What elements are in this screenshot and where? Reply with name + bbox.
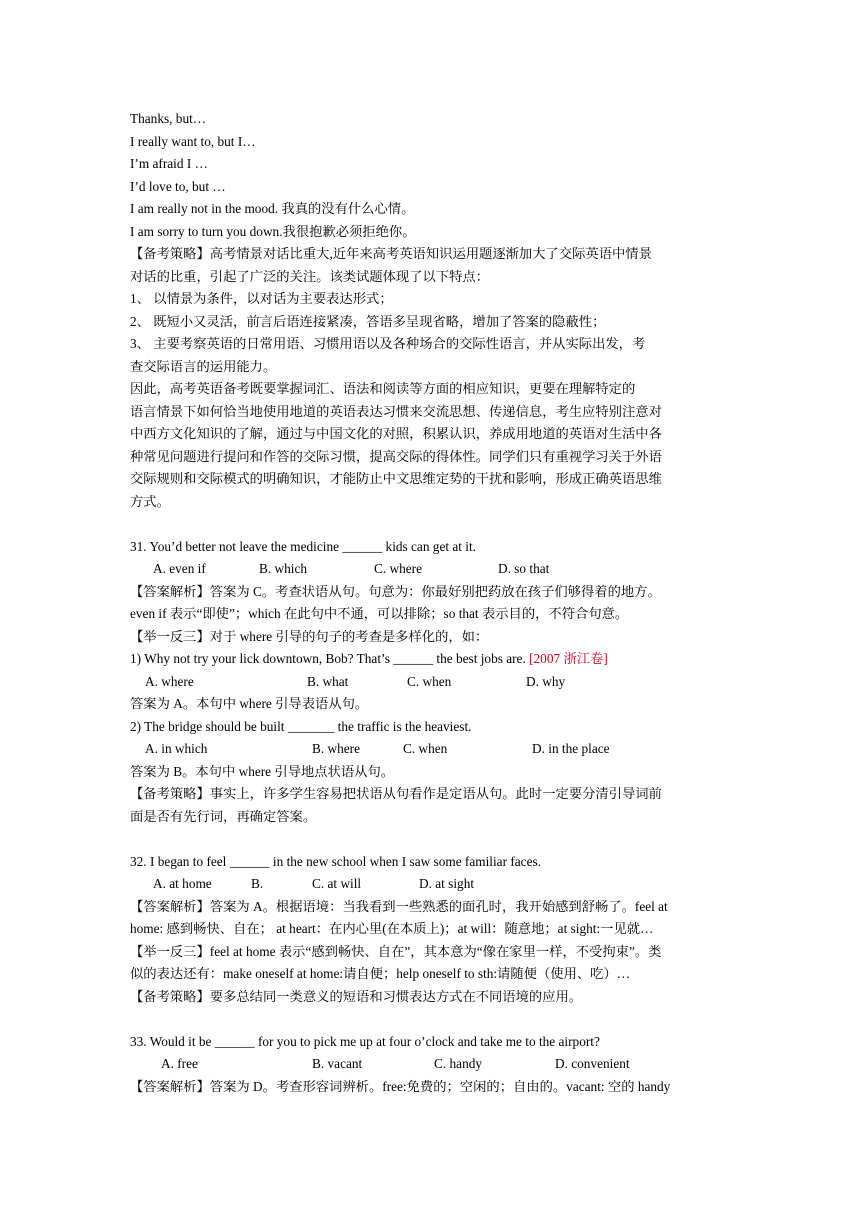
question-32-stem: 32. I began to feel ______ in the new school when I saw some familiar faces. — [130, 854, 541, 869]
q31-sub2-option-b: B. where — [312, 741, 360, 756]
q31-analysis-line: even if 表示“即使”；which 在此句中不通，可以排除；so that 表示目的，不符合句意。 — [130, 606, 629, 621]
q32-analysis-line: 【答案解析】答案为 A。根据语境：当我看到一些熟悉的面孔时，我开始感到舒畅了。feel at — [130, 899, 668, 914]
q31-sub1-option-b: B. what — [307, 674, 349, 689]
q31-option-d: D. so that — [498, 561, 550, 576]
q33-analysis-line: 【答案解析】答案为 D。考查形容词辨析。free:免费的；空闲的；自由的。vacant: 空的 handy — [130, 1079, 671, 1094]
q31-sub2-stem: 2) The bridge should be built _______ the traffic is the heaviest. — [130, 719, 472, 734]
q32-option-d: D. at sight — [419, 876, 475, 891]
strategy-point: 3、 主要考察英语的日常用语、习惯用语以及各种场合的交际性语言，并从实际出发，考 — [130, 336, 646, 351]
expression-line: I really want to, but I… — [130, 134, 256, 149]
q31-sub1-answer: 答案为 A。本句中 where 引导表语从句。 — [130, 696, 369, 711]
expression-line: I’m afraid I … — [130, 156, 208, 171]
expression-line: I am really not in the mood. 我真的没有什么心情。 — [130, 201, 415, 216]
q33-option-c: C. handy — [434, 1056, 483, 1071]
q31-sub1-source: [2007 浙江卷] — [529, 651, 608, 666]
q31-sub2-option-d: D. in the place — [532, 741, 610, 756]
q33-option-b: B. vacant — [312, 1056, 363, 1071]
question-31-stem: 31. You’d better not leave the medicine ______ kids can get at it. — [130, 539, 477, 554]
q32-extend-line: 【举一反三】feel at home 表示“感到畅快、自在”，其本意为“像在家里一样，不受拘束”。类 — [130, 944, 662, 959]
q31-sub1-option-c: C. when — [407, 674, 452, 689]
q32-strategy-line: 【备考策略】要多总结同一类意义的短语和习惯表达方式在不同语境的应用。 — [130, 989, 583, 1004]
q31-sub1-stem — [130, 648, 730, 670]
q31-sub1-option-a: A. where — [145, 674, 194, 689]
question-33-stem: 33. Would it be ______ for you to pick me up at four o’clock and take me to the airport? — [130, 1034, 600, 1049]
q31-strategy-line: 【备考策略】事实上，许多学生容易把状语从句看作是定语从句。此时一定要分清引导词前 — [130, 786, 662, 801]
strategy-paragraph-line: 中西方文化知识的了解，通过与中国文化的对照，积累认识，养成用地道的英语对生活中各 — [130, 426, 662, 441]
strategy-line: 对话的比重，引起了广泛的关注。该类试题体现了以下特点： — [130, 269, 490, 284]
strategy-paragraph-line: 语言情景下如何恰当地使用地道的英语表达习惯来交流思想、传递信息，考生应特别注意对 — [130, 404, 662, 419]
q31-option-b: B. which — [259, 561, 308, 576]
q32-option-c: C. at will — [312, 876, 362, 891]
q31-sub1-option-d: D. why — [526, 674, 566, 689]
q31-option-a: A. even if — [153, 561, 206, 576]
strategy-paragraph-line: 交际规则和交际模式的明确知识，才能防止中文思维定势的干扰和影响，形成正确英语思维 — [130, 471, 662, 486]
q33-option-d: D. convenient — [555, 1056, 630, 1071]
q31-analysis-line: 【答案解析】答案为 C。考查状语从句。句意为：你最好别把药放在孩子们够得着的地方。 — [130, 584, 661, 599]
q31-sub2-answer: 答案为 B。本句中 where 引导地点状语从句。 — [130, 764, 395, 779]
strategy-paragraph-line: 方式。 — [130, 494, 170, 509]
q33-option-a: A. free — [161, 1056, 198, 1071]
q31-extend-title: 【举一反三】对于 where 引导的句子的考查是多样化的，如： — [130, 629, 489, 644]
q32-analysis-line: home: 感到畅快、自在； at heart：在内心里(在本质上)；at will：随意地；at sight:一见就… — [130, 921, 654, 936]
q31-option-c: C. where — [374, 561, 422, 576]
q32-option-a: A. at home — [153, 876, 212, 891]
q32-option-b: B. — [251, 876, 264, 891]
q32-extend-line: 似的表达还有：make oneself at home:请自便；help oneself to sth:请随便（使用、吃）… — [130, 966, 631, 981]
q31-strategy-line: 面是否有先行词，再确定答案。 — [130, 809, 317, 824]
expression-line: I’d love to, but … — [130, 179, 226, 194]
q31-sub2-option-c: C. when — [403, 741, 448, 756]
q31-sub2-option-a: A. in which — [145, 741, 208, 756]
expression-line: I am sorry to turn you down.我很抱歉必须拒绝你。 — [130, 224, 416, 239]
q31-sub1-text: 1) Why not try your lick downtown, Bob? That’s ______ the best jobs are. — [130, 651, 530, 666]
strategy-paragraph-line: 种常见问题进行提问和作答的交际习惯，提高交际的得体性。同学们只有重视学习关于外语 — [130, 449, 662, 464]
strategy-paragraph-line: 因此，高考英语备考既要掌握词汇、语法和阅读等方面的相应知识，更要在理解特定的 — [130, 381, 636, 396]
strategy-line: 查交际语言的运用能力。 — [130, 359, 277, 374]
strategy-point: 2、 既短小又灵活，前言后语连接紧凑，答语多呈现省略，增加了答案的隐蔽性； — [130, 314, 606, 329]
strategy-point: 1、 以情景为条件，以对话为主要表达形式； — [130, 291, 393, 306]
strategy-line: 【备考策略】高考情景对话比重大,近年来高考英语知识运用题逐渐加大了交际英语中情景 — [130, 246, 652, 261]
expression-line: Thanks, but… — [130, 111, 207, 126]
